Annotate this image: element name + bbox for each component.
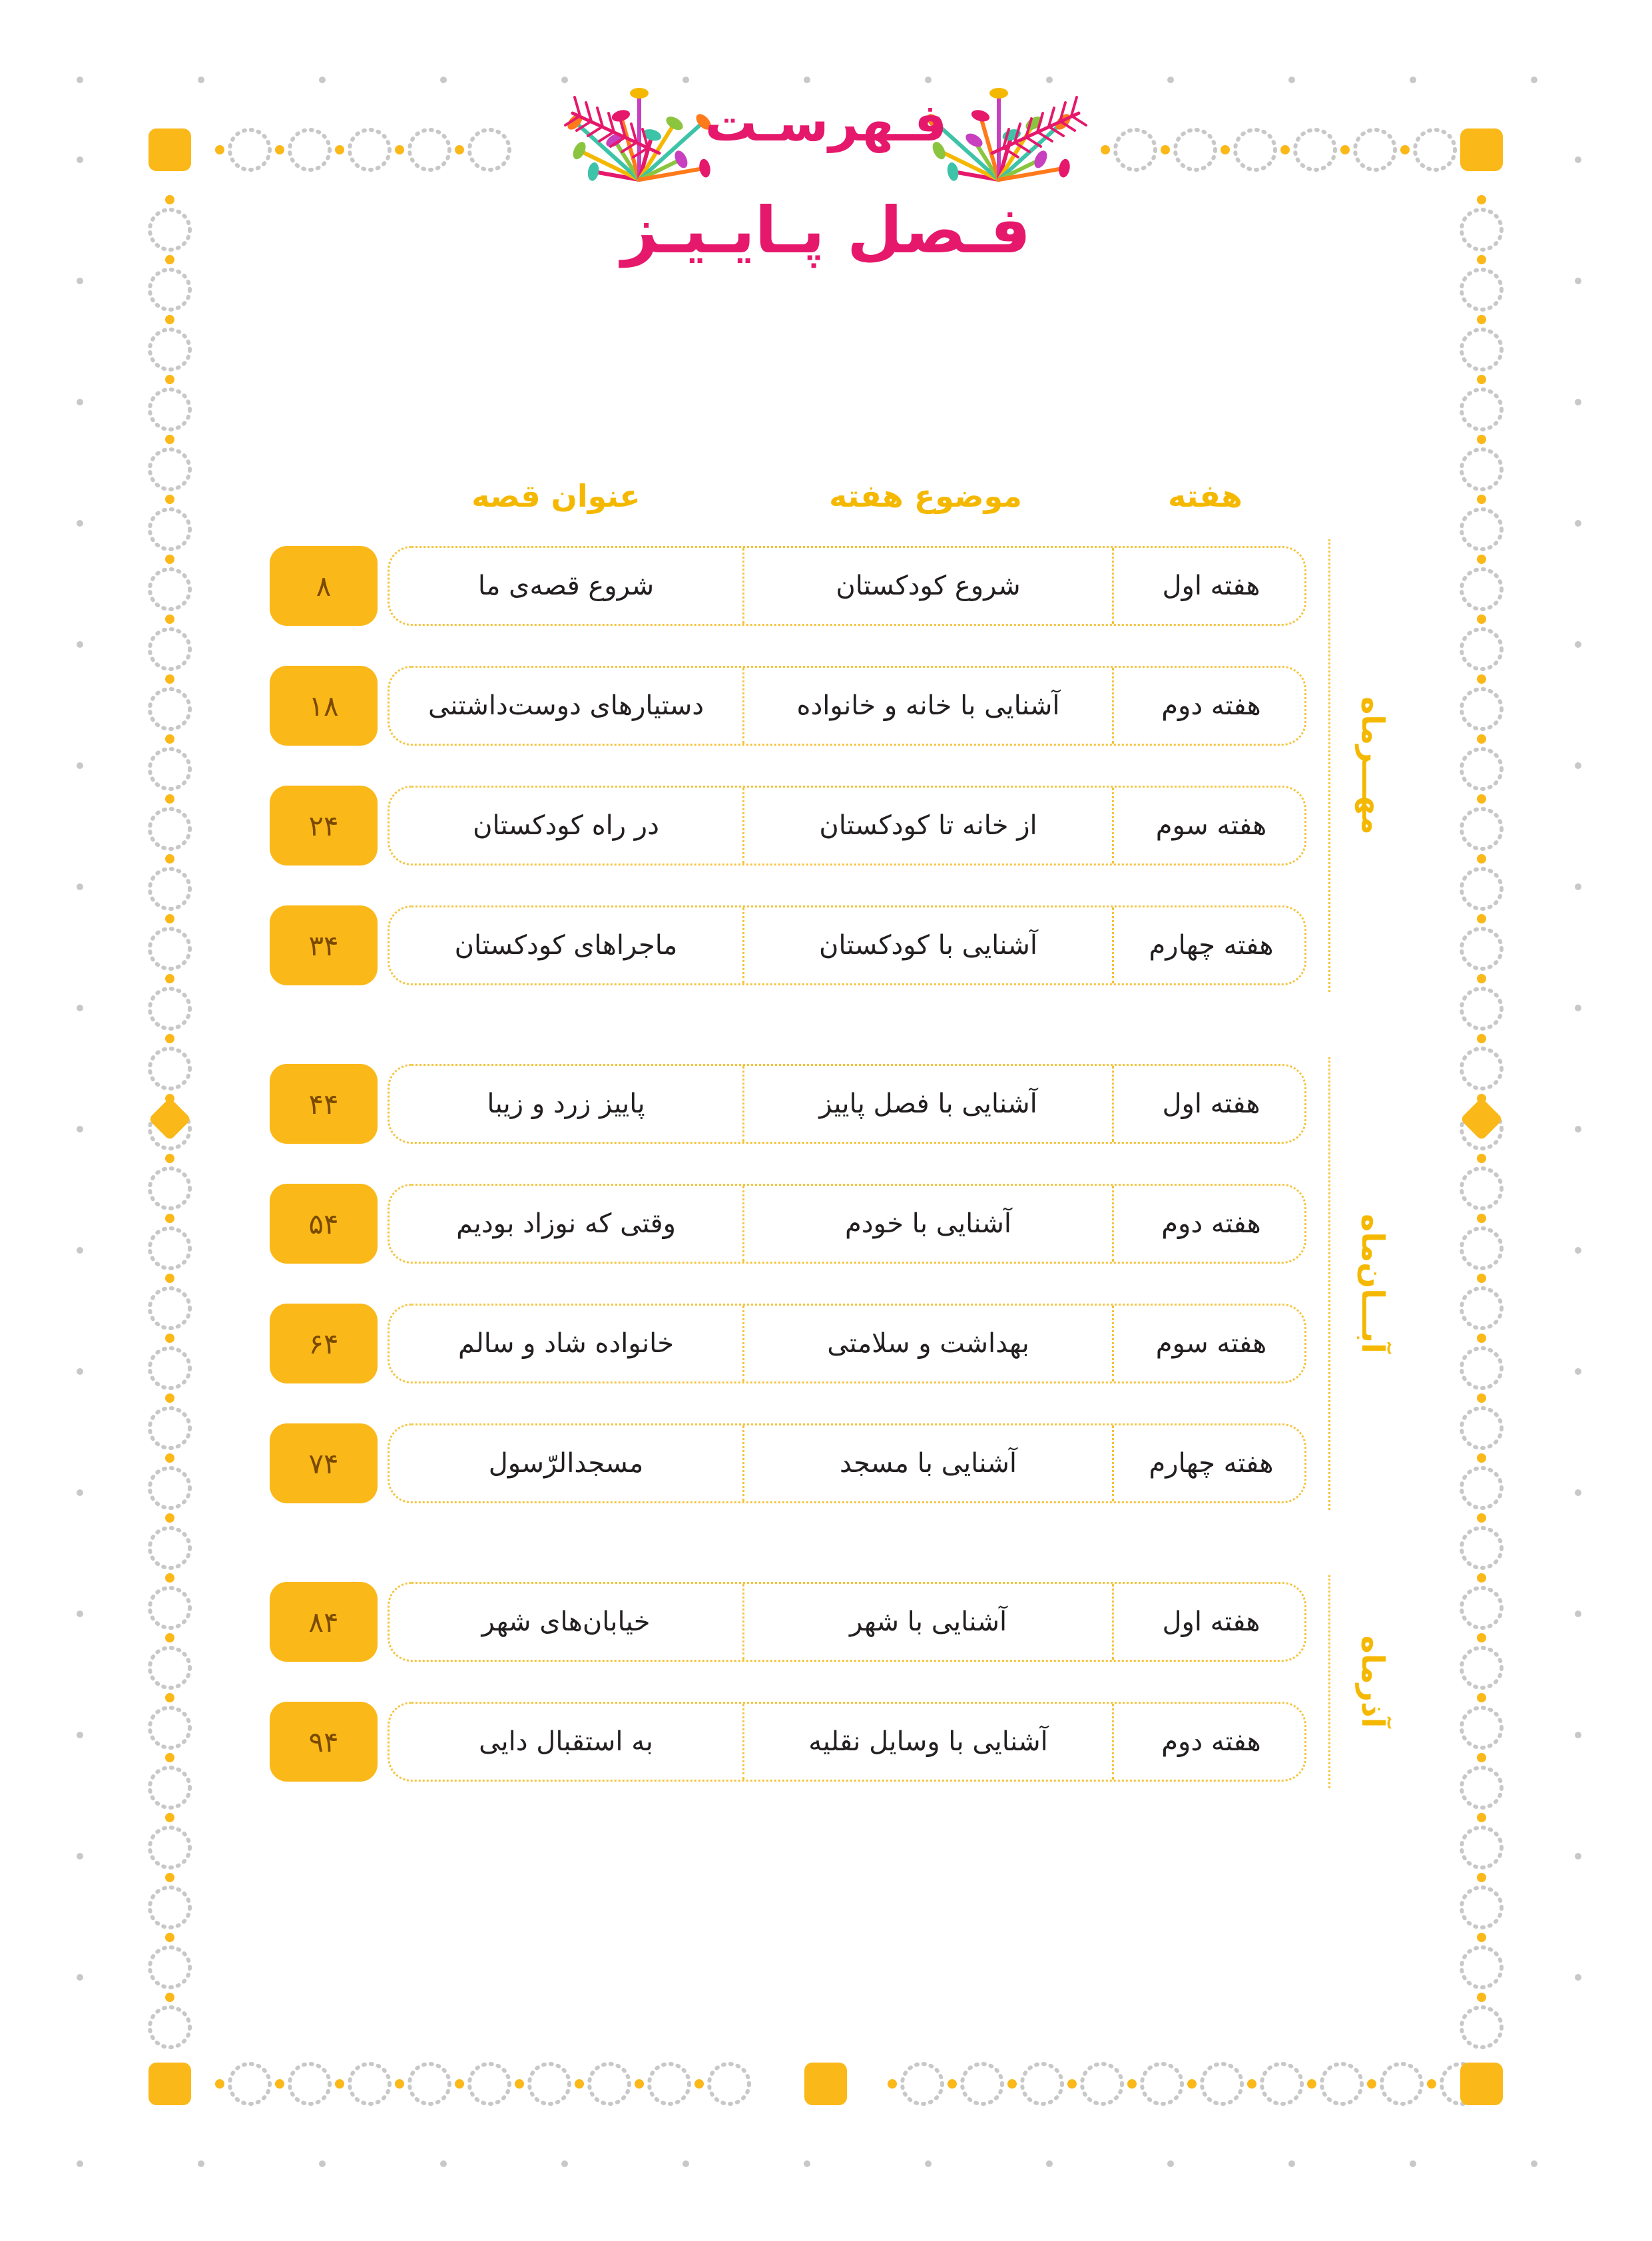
topic-cell: آشنایی با کودکستان xyxy=(819,930,1037,961)
story-cell: شروع قصه‌ی ما xyxy=(477,571,655,601)
story-cell: به استقبال دایی xyxy=(479,1726,653,1757)
topic-cell: آشنایی با خانه و خانواده xyxy=(796,690,1060,721)
week-cell: هفته دوم xyxy=(1161,690,1261,721)
month-label: آبـــان‌ماه xyxy=(1355,1214,1391,1354)
page-number-badge[interactable]: ۵۴ xyxy=(270,1184,378,1264)
story-cell: وقتی که نوزاد بودیم xyxy=(456,1208,676,1239)
month-label: آذرماه xyxy=(1355,1635,1391,1728)
toc-row[interactable] xyxy=(388,1582,1306,1662)
story-cell: در راه کودکستان xyxy=(473,810,659,841)
topic-cell: بهداشت و سلامتی xyxy=(827,1328,1029,1359)
toc-row[interactable] xyxy=(388,666,1306,746)
topic-cell: شروع کودکستان xyxy=(836,571,1021,601)
toc-row[interactable] xyxy=(388,1702,1306,1782)
topic-cell: آشنایی با فصل پاییز xyxy=(819,1089,1037,1119)
page-number-badge[interactable]: ۶۴ xyxy=(270,1304,378,1383)
page-number-badge[interactable]: ۳۴ xyxy=(270,905,378,985)
week-cell: هفته اول xyxy=(1162,1089,1260,1119)
week-cell: هفته دوم xyxy=(1161,1208,1261,1239)
toc-row[interactable] xyxy=(388,905,1306,985)
page-number-badge[interactable]: ۴۴ xyxy=(270,1064,378,1144)
week-cell: هفته اول xyxy=(1162,571,1260,601)
header-topic: موضوع هفته xyxy=(829,478,1022,514)
toc-row[interactable] xyxy=(388,1423,1306,1503)
month-divider-line xyxy=(1328,1057,1330,1510)
topic-cell: آشنایی با مسجد xyxy=(839,1448,1017,1479)
toc-row[interactable] xyxy=(388,1064,1306,1144)
toc-row[interactable] xyxy=(388,546,1306,626)
page-number-badge[interactable]: ۸۴ xyxy=(270,1582,378,1662)
header-story: عنوان قصه xyxy=(471,478,641,514)
story-cell: خانواده شاد و سالم xyxy=(457,1328,675,1359)
page-number-badge[interactable]: ۹۴ xyxy=(270,1702,378,1782)
page-number-badge[interactable]: ۷۴ xyxy=(270,1423,378,1503)
toc-row[interactable] xyxy=(388,1304,1306,1383)
story-cell: پاییز زرد و زیبا xyxy=(487,1089,645,1119)
week-cell: هفته سوم xyxy=(1155,1328,1267,1359)
month-label: مهـــرماه xyxy=(1355,696,1391,835)
week-cell: هفته اول xyxy=(1162,1607,1260,1637)
header-week: هفته xyxy=(1168,478,1242,514)
week-cell: هفته سوم xyxy=(1155,810,1267,841)
week-cell: هفته دوم xyxy=(1161,1726,1261,1757)
page-number-badge[interactable]: ۲۴ xyxy=(270,786,378,866)
title-contents: فـهرسـت xyxy=(704,93,948,153)
toc-row[interactable] xyxy=(388,786,1306,866)
topic-cell: آشنایی با شهر xyxy=(849,1607,1007,1637)
week-cell: هفته چهارم xyxy=(1149,1448,1274,1479)
month-divider-line xyxy=(1328,539,1330,992)
story-cell: خیابان‌های شهر xyxy=(481,1607,651,1637)
topic-cell: از خانه تا کودکستان xyxy=(819,810,1037,841)
story-cell: مسجدالرّسول xyxy=(488,1448,644,1479)
month-divider-line xyxy=(1328,1575,1330,1788)
page-number-badge[interactable]: ۱۸ xyxy=(270,666,378,746)
topic-cell: آشنایی با وسایل نقلیه xyxy=(808,1726,1048,1757)
week-cell: هفته چهارم xyxy=(1149,930,1274,961)
story-cell: دستیارهای دوست‌داشتنی xyxy=(427,690,704,721)
toc-row[interactable] xyxy=(388,1184,1306,1264)
title-season: فـصل پـایـیـز xyxy=(621,193,1031,268)
story-cell: ماجراهای کودکستان xyxy=(454,930,678,961)
topic-cell: آشنایی با خودم xyxy=(844,1208,1012,1239)
page-number-badge[interactable]: ۸ xyxy=(270,546,378,626)
